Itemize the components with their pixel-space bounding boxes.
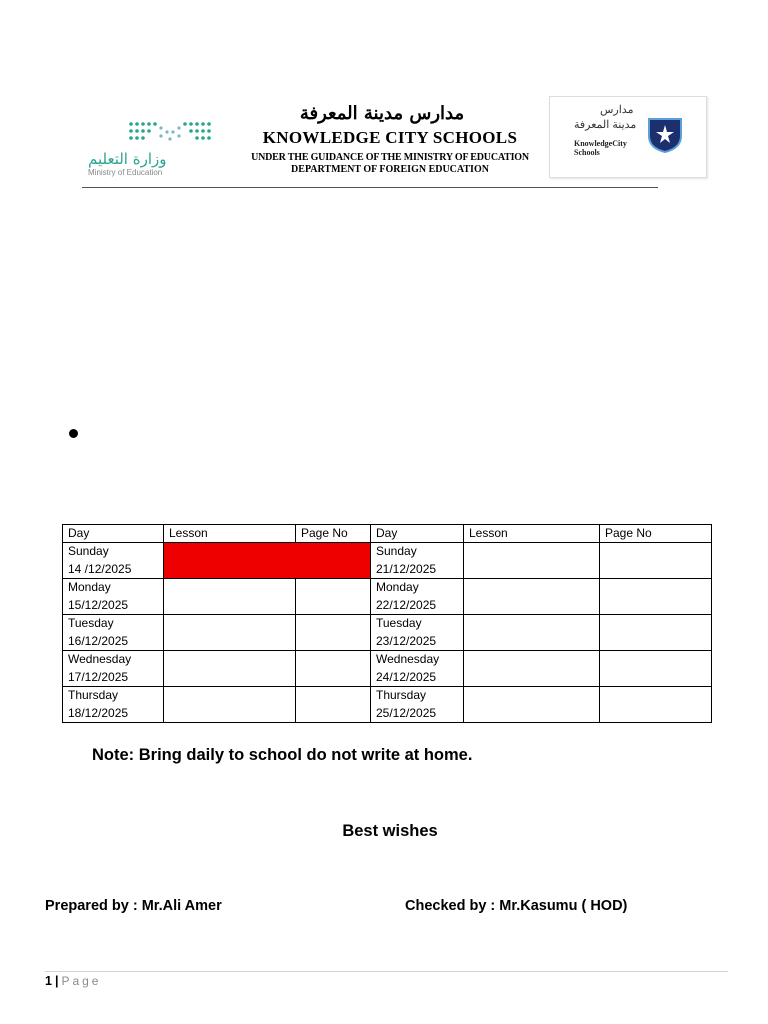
day-name: Thursday	[376, 688, 427, 702]
lesson-cell	[464, 687, 600, 723]
page-no-cell	[600, 615, 712, 651]
page-no-cell	[296, 651, 371, 687]
header-day-week2: Day	[371, 525, 464, 543]
lesson-cell	[464, 615, 600, 651]
table-row	[63, 615, 712, 651]
table-row	[63, 579, 712, 615]
ministry-name-english: Ministry of Education	[88, 168, 163, 177]
day-cell-week1	[63, 687, 164, 723]
day-cell-week1	[63, 651, 164, 687]
page-label: Page	[61, 974, 102, 988]
ministry-dots-icon	[128, 120, 212, 146]
lesson-cell	[164, 651, 296, 687]
highlighted-lesson-cell	[164, 543, 371, 579]
day-cell-week2	[371, 543, 464, 579]
day-date: 15/12/2025	[68, 597, 129, 612]
page-no-cell	[600, 579, 712, 615]
school-logo-arabic-line1: مدارس	[600, 104, 634, 116]
lesson-schedule-table	[62, 524, 712, 723]
day-date: 22/12/2025	[376, 597, 437, 612]
header-day-week1: Day	[63, 525, 164, 543]
lesson-cell	[464, 651, 600, 687]
list-bullet	[69, 429, 78, 438]
day-name: Sunday	[376, 544, 417, 558]
day-cell-week1	[63, 579, 164, 615]
school-shield-icon	[646, 116, 684, 154]
table-row	[63, 651, 712, 687]
page-no-cell	[296, 615, 371, 651]
day-name: Wednesday	[68, 652, 132, 666]
page-no-cell	[296, 579, 371, 615]
day-date: 25/12/2025	[376, 705, 437, 720]
day-name: Tuesday	[376, 616, 422, 630]
table-row	[63, 687, 712, 723]
lesson-cell	[164, 579, 296, 615]
day-cell-week2	[371, 579, 464, 615]
day-date: 21/12/2025	[376, 561, 437, 576]
header-lesson-week1: Lesson	[164, 525, 296, 543]
lesson-cell	[464, 543, 600, 579]
ministry-name-arabic: وزارة التعليم	[88, 150, 167, 168]
header-lesson-week2: Lesson	[464, 525, 600, 543]
page-no-cell	[296, 687, 371, 723]
day-name: Tuesday	[68, 616, 114, 630]
day-name: Sunday	[68, 544, 109, 558]
day-date: 16/12/2025	[68, 633, 129, 648]
header-page-no-week1: Page No	[296, 525, 371, 543]
page-no-cell	[600, 687, 712, 723]
day-date: 23/12/2025	[376, 633, 437, 648]
school-logo-arabic-line2: مدينة المعرفة	[574, 119, 637, 131]
school-name-english: KNOWLEDGE CITY SCHOOLS	[262, 128, 518, 147]
prepared-by: Prepared by : Mr.Ali Amer	[45, 898, 222, 914]
header-divider	[82, 187, 658, 188]
day-cell-week1	[63, 543, 164, 579]
lesson-cell	[164, 687, 296, 723]
page-no-cell	[600, 651, 712, 687]
day-date: 17/12/2025	[68, 669, 129, 684]
footer-divider	[45, 971, 728, 972]
page-number: 1	[45, 974, 52, 988]
day-date: 24/12/2025	[376, 669, 437, 684]
day-name: Monday	[68, 580, 111, 594]
page-footer	[45, 974, 101, 988]
closing-text: Best wishes	[342, 822, 438, 840]
lesson-cell	[464, 579, 600, 615]
department-line: DEPARTMENT OF FOREIGN EDUCATION	[291, 164, 489, 175]
table-row	[63, 543, 712, 579]
day-cell-week2	[371, 615, 464, 651]
day-cell-week2	[371, 687, 464, 723]
footer-separator: |	[54, 974, 59, 988]
day-date: 18/12/2025	[68, 705, 129, 720]
day-cell-week2	[371, 651, 464, 687]
page-no-cell	[600, 543, 712, 579]
day-name: Monday	[376, 580, 419, 594]
school-name-arabic: مدارس مدينة المعرفة	[299, 103, 465, 124]
school-logo-english: KnowledgeCity Schools	[574, 139, 627, 157]
day-cell-week1	[63, 615, 164, 651]
note-text: Note: Bring daily to school do not write at home.	[92, 746, 473, 764]
guidance-line: UNDER THE GUIDANCE OF THE MINISTRY OF EDUCATION	[251, 152, 529, 163]
day-name: Thursday	[68, 688, 119, 702]
day-name: Wednesday	[376, 652, 440, 666]
day-date: 14 /12/2025	[68, 561, 132, 576]
header-page-no-week2: Page No	[600, 525, 712, 543]
table-header-row	[63, 525, 712, 543]
lesson-cell	[164, 615, 296, 651]
checked-by: Checked by : Mr.Kasumu ( HOD)	[405, 898, 628, 914]
